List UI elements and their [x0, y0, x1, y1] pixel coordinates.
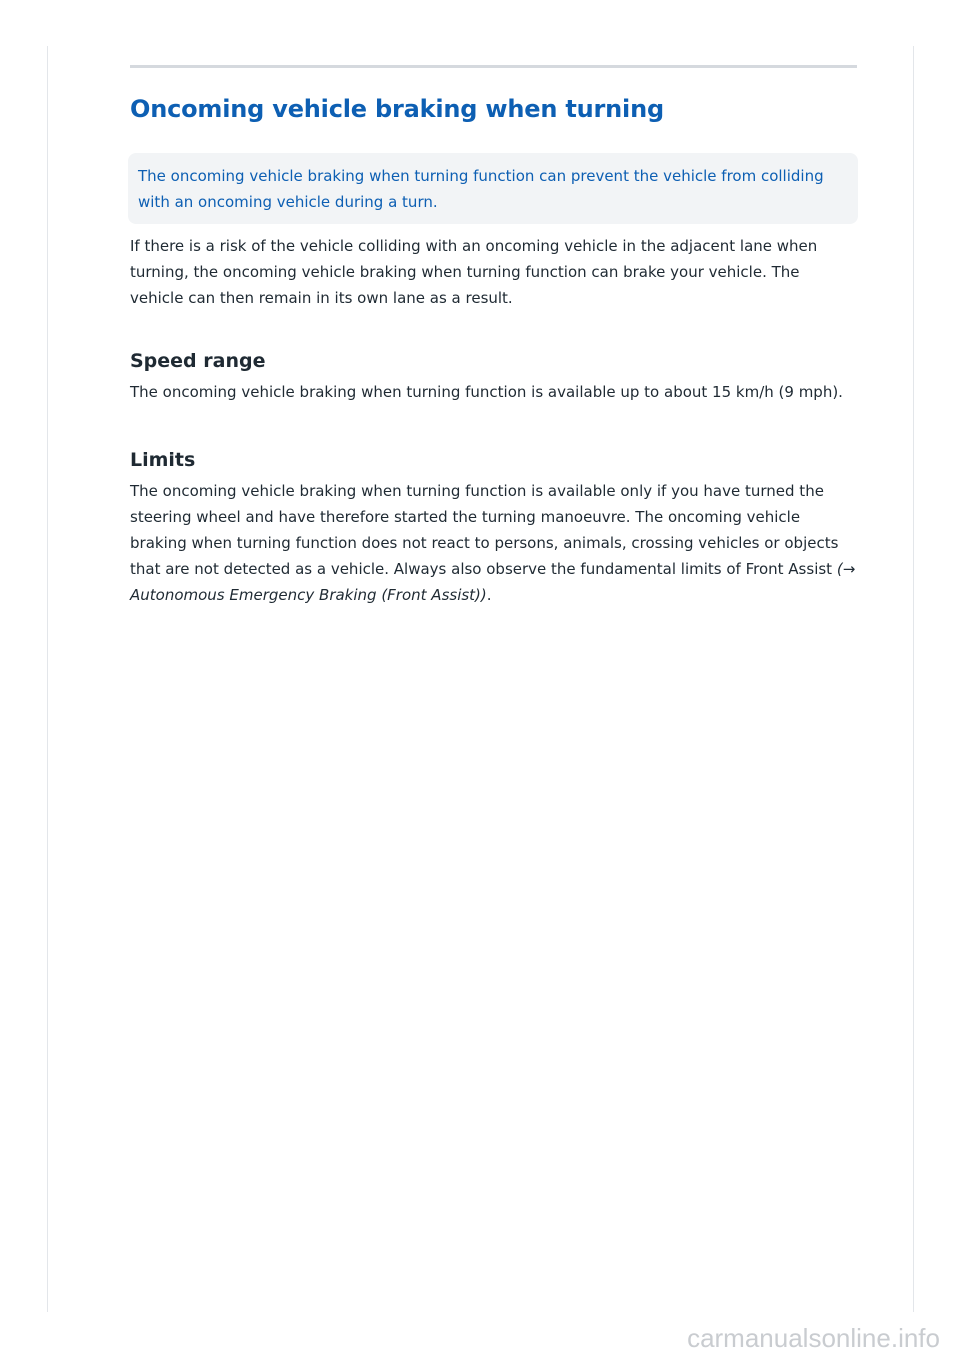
ref-open-paren: ( [836, 560, 843, 578]
heading-speed-range: Speed range [130, 350, 266, 372]
intro-text: The oncoming vehicle braking when turning function can prevent the vehicle from colliding with an oncoming vehicle during a turn. [138, 167, 824, 211]
page-content [130, 65, 857, 608]
paragraph-risk: If there is a risk of the vehicle colliding with an oncoming vehicle in the adjacent lane when turning, the oncoming vehicle braking when turning function can brake your vehicle. The vehicle can then remain in its own lane as a result. [130, 237, 818, 307]
heading-limits: Limits [130, 449, 196, 471]
intro-box [128, 153, 858, 224]
limits-text: The oncoming vehicle braking when turning function is available only if you have turned the steering wheel and have therefore started the turning manoeuvre. The oncoming vehicle braking when turning function does not react to persons, animals, crossing vehicles or objects that are not detected as a vehicle. Always also observe the fundamental limits of Front Assist [130, 482, 839, 578]
limits-paragraph [130, 478, 857, 608]
left-margin-line [47, 46, 48, 1312]
top-rule [130, 65, 857, 68]
watermark: carmanualsonline.info [687, 1323, 940, 1353]
page-title: Oncoming vehicle braking when turning [130, 95, 664, 123]
limits-end: . [486, 586, 492, 604]
right-margin-line [913, 46, 914, 1312]
speed-range-text: The oncoming vehicle braking when turning function is available up to about 15 km/h (9 mph). [130, 383, 843, 401]
ref-close-paren: ) [480, 586, 487, 604]
ref-label: Autonomous Emergency Braking (Front Assist) [130, 586, 481, 604]
arrow-right-icon: → [842, 560, 856, 578]
